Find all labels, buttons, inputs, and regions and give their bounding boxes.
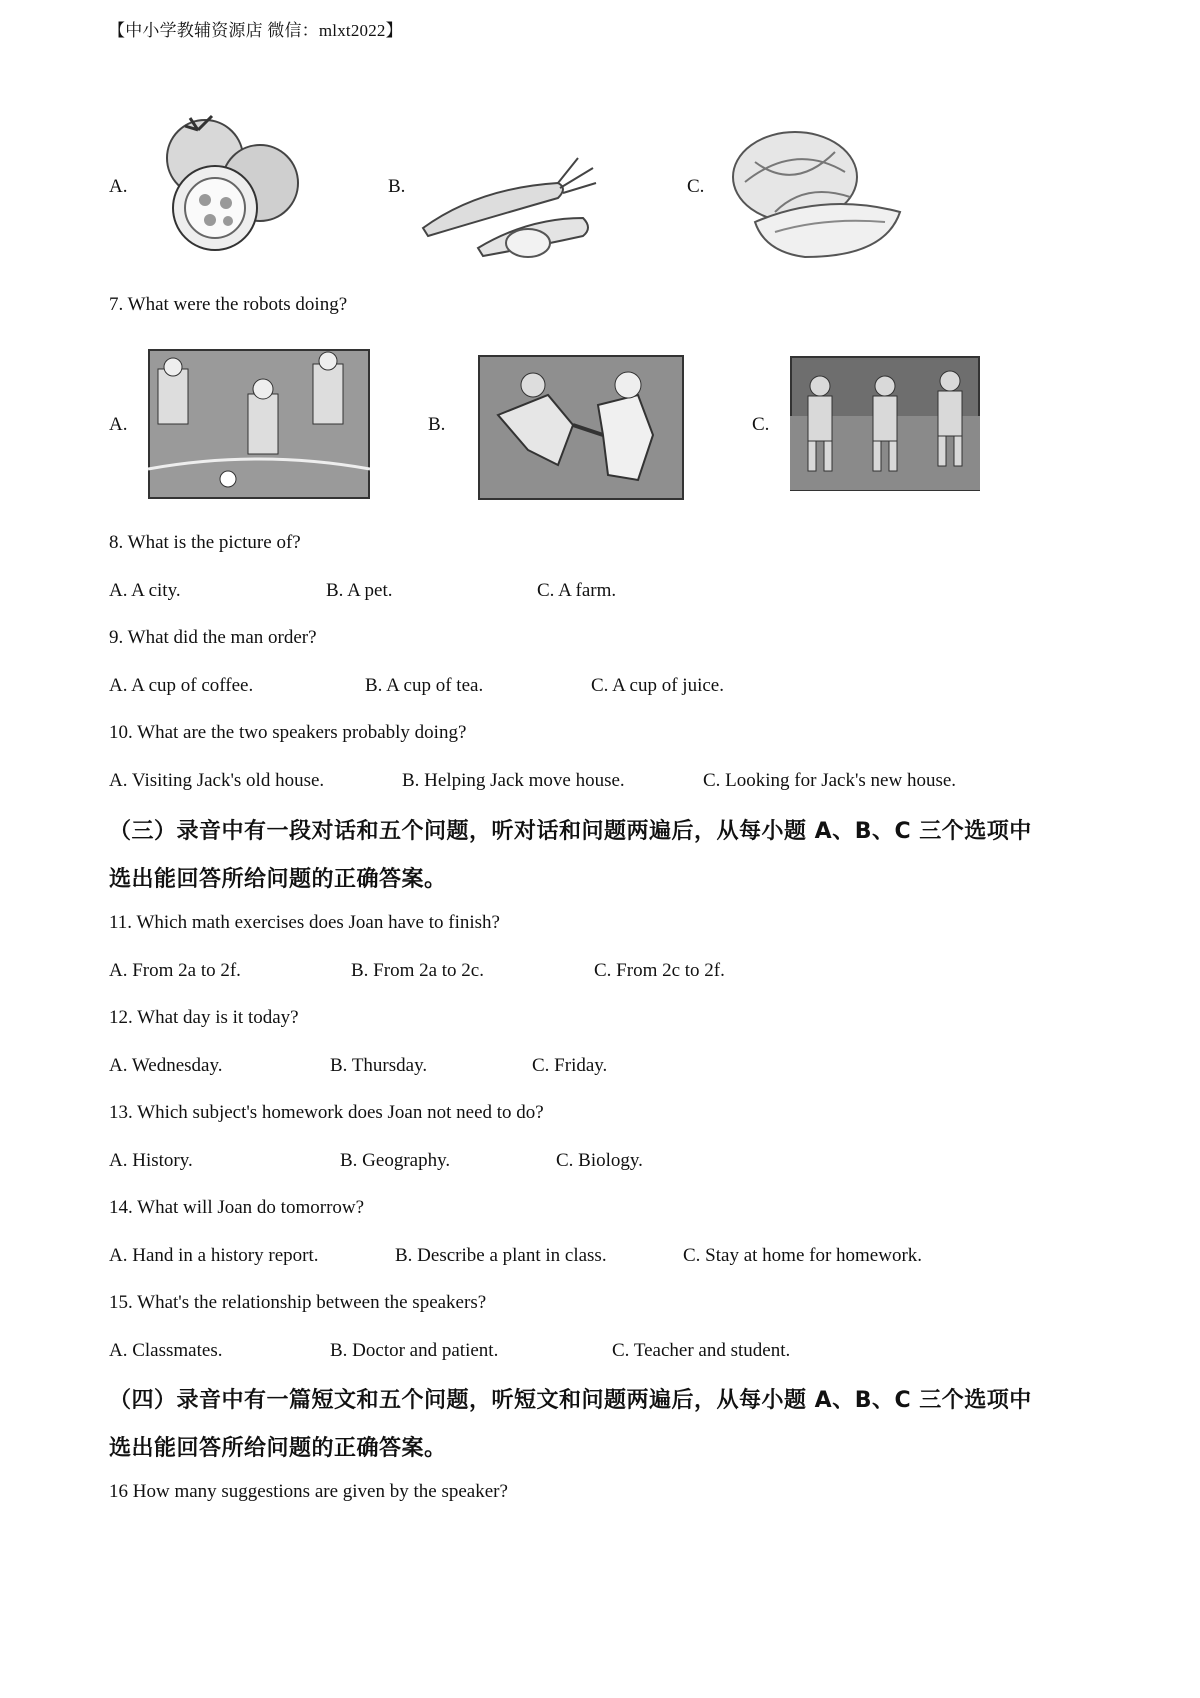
q11-option-c: C. From 2c to 2f. xyxy=(594,960,725,981)
q10-option-a: A. Visiting Jack's old house. xyxy=(109,770,325,791)
q8-option-c: C. A farm. xyxy=(537,580,617,601)
q14-option-b: B. Describe a plant in class. xyxy=(395,1245,607,1266)
q11-option-a: A. From 2a to 2f. xyxy=(109,960,241,981)
q15-option-a: A. Classmates. xyxy=(109,1340,223,1361)
q16-question: 16 How many suggestions are given by the speaker? xyxy=(109,1481,508,1502)
q9-question: 9. What did the man order? xyxy=(109,627,317,648)
q7-option-c-letter: C. xyxy=(752,414,770,435)
q10-option-c: C. Looking for Jack's new house. xyxy=(703,770,957,791)
section-4-instruction-line2: 选出能回答所给问题的正确答案。 xyxy=(109,1436,447,1461)
q15-option-c: C. Teacher and student. xyxy=(612,1340,791,1361)
q9-option-c: C. A cup of juice. xyxy=(591,675,724,696)
page-header: 【中小学教辅资源店 微信：mlxt2022】 xyxy=(108,21,403,40)
section-3-instruction-line2: 选出能回答所给问题的正确答案。 xyxy=(109,867,447,892)
robots-dancing-picture xyxy=(790,356,980,491)
q7-option-a-letter: A. xyxy=(109,414,128,435)
q10-question: 10. What are the two speakers probably doing? xyxy=(109,722,467,743)
q12-option-b: B. Thursday. xyxy=(330,1055,428,1076)
q12-option-a: A. Wednesday. xyxy=(109,1055,223,1076)
q9-option-b: B. A cup of tea. xyxy=(365,675,484,696)
carrots-picture xyxy=(418,148,603,263)
q6-option-b-letter: B. xyxy=(388,176,406,197)
q14-question: 14. What will Joan do tomorrow? xyxy=(109,1197,365,1218)
q11-question: 11. Which math exercises does Joan have to finish? xyxy=(109,912,500,933)
q12-option-c: C. Friday. xyxy=(532,1055,608,1076)
q13-option-b: B. Geography. xyxy=(340,1150,451,1171)
robots-soccer-picture xyxy=(148,349,370,499)
section-3-instruction-line1: （三）录音中有一段对话和五个问题，听对话和问题两遍后，从每小题 A、B、C 三个选项中 xyxy=(109,819,1032,844)
robots-fighting-picture xyxy=(478,355,684,500)
q15-question: 15. What's the relationship between the speakers? xyxy=(109,1292,487,1313)
tomatoes-picture xyxy=(150,108,310,258)
q13-question: 13. Which subject's homework does Joan not need to do? xyxy=(109,1102,544,1123)
q11-option-b: B. From 2a to 2c. xyxy=(351,960,484,981)
q10-option-b: B. Helping Jack move house. xyxy=(402,770,625,791)
section-4-instruction-line1: （四）录音中有一篇短文和五个问题，听短文和问题两遍后，从每小题 A、B、C 三个选项中 xyxy=(109,1388,1032,1413)
q13-option-c: C. Biology. xyxy=(556,1150,643,1171)
q9-option-a: A. A cup of coffee. xyxy=(109,675,254,696)
q8-question: 8. What is the picture of? xyxy=(109,532,301,553)
q6-option-a-letter: A. xyxy=(109,176,128,197)
q8-option-a: A. A city. xyxy=(109,580,181,601)
q13-option-a: A. History. xyxy=(109,1150,193,1171)
q7-question: 7. What were the robots doing? xyxy=(109,294,348,315)
q14-option-a: A. Hand in a history report. xyxy=(109,1245,319,1266)
q8-option-b: B. A pet. xyxy=(326,580,393,601)
q14-option-c: C. Stay at home for homework. xyxy=(683,1245,923,1266)
q6-option-c-letter: C. xyxy=(687,176,705,197)
cabbage-picture xyxy=(725,122,905,267)
q15-option-b: B. Doctor and patient. xyxy=(330,1340,499,1361)
q7-option-b-letter: B. xyxy=(428,414,446,435)
q12-question: 12. What day is it today? xyxy=(109,1007,299,1028)
